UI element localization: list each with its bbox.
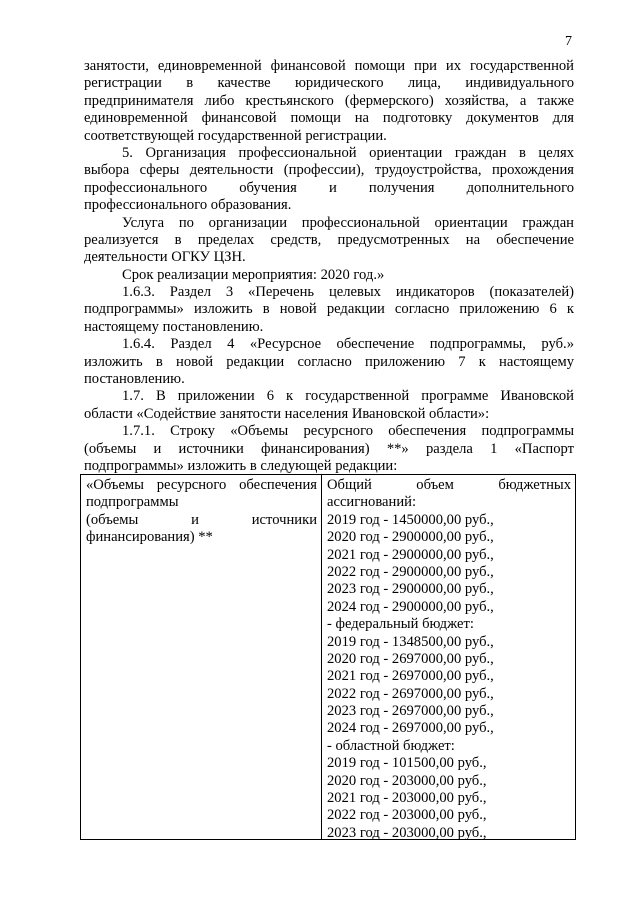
table-value-line: 2020 год - 2900000,00 руб., <box>327 529 494 546</box>
table-value-line: - областной бюджет: <box>327 737 455 754</box>
resource-table <box>80 474 576 840</box>
text-line: профессионального образования. <box>84 197 292 214</box>
table-label-line: финансирования) ** <box>86 529 213 546</box>
text-line: (объемы и источники финансирования) **» раздела 1 «Паспорт <box>84 440 574 457</box>
table-value-line: 2024 год - 2697000,00 руб., <box>327 720 494 737</box>
text-line: подпрограммы» изложить в новой редакции согласно приложению 6 к <box>84 301 574 318</box>
table-label-line: «Объемы ресурсного обеспечения <box>86 477 317 493</box>
text-line: реализуется в пределах средств, предусмотренных на обеспечение <box>84 231 574 248</box>
text-line: регистрации в качестве юридического лица, индивидуального <box>84 75 574 92</box>
table-value-line: 2023 год - 2900000,00 руб., <box>327 581 494 598</box>
text-line: Срок реализации мероприятия: 2020 год.» <box>122 266 385 283</box>
text-line: 5. Организация профессиональной ориентации граждан в целях <box>122 144 574 161</box>
text-line: 1.6.4. Раздел 4 «Ресурсное обеспечение подпрограммы, руб.» <box>122 336 574 353</box>
text-line: 1.7.1. Строку «Объемы ресурсного обеспечения подпрограммы <box>122 423 574 440</box>
table-value-line: 2019 год - 1450000,00 руб., <box>327 511 494 528</box>
text-line: 1.6.3. Раздел 3 «Перечень целевых индикаторов (показателей) <box>122 284 574 301</box>
text-line: профессионального обучения и получения дополнительного <box>84 179 574 196</box>
text-line: соответствующей государственной регистрации. <box>84 127 387 144</box>
text-line: занятости, единовременной финансовой помощи при их государственной <box>84 58 574 74</box>
text-line: предпринимателя либо крестьянского (фермерского) хозяйства, а также <box>84 92 574 109</box>
table-value-line: 2024 год - 2900000,00 руб., <box>327 598 494 615</box>
table-label-line: подпрограммы <box>86 494 179 511</box>
table-value-line: 2020 год - 203000,00 руб., <box>327 772 487 789</box>
text-line: постановлению. <box>84 371 185 388</box>
text-line: настоящему постановлению. <box>84 318 264 335</box>
table-value-line: 2020 год - 2697000,00 руб., <box>327 650 494 667</box>
table-value-line: 2023 год - 2697000,00 руб., <box>327 703 494 720</box>
table-value-line: 2021 год - 2697000,00 руб., <box>327 668 494 685</box>
table-value-line: 2019 год - 101500,00 руб., <box>327 755 487 772</box>
text-line: выбора сферы деятельности (профессии), трудоустройства, прохождения <box>84 162 574 179</box>
page-number: 7 <box>565 34 572 49</box>
text-line: области «Содействие занятости населения Ивановской области»: <box>84 405 490 422</box>
table-value-line: 2022 год - 2697000,00 руб., <box>327 685 494 702</box>
table-value-line: 2021 год - 2900000,00 руб., <box>327 546 494 563</box>
table-value-line: Общий объем бюджетных <box>327 477 571 493</box>
table-label-line: (объемы и источники <box>86 511 317 528</box>
document-body <box>84 58 574 475</box>
table-value-line: 2022 год - 2900000,00 руб., <box>327 563 494 580</box>
text-line: 1.7. В приложении 6 к государственной программе Ивановской <box>122 388 574 405</box>
table-value-line: 2021 год - 203000,00 руб., <box>327 790 487 807</box>
table-value-cell <box>322 475 575 839</box>
table-value-line: ассигнований: <box>327 494 416 511</box>
text-line: изложить в новой редакции согласно приложению 7 к настоящему <box>84 353 574 370</box>
table-value-line: 2022 год - 203000,00 руб., <box>327 807 487 824</box>
text-line: единовременной финансовой помощи на подготовку документов для <box>84 110 574 127</box>
table-value-line: 2023 год - 203000,00 руб., <box>327 824 487 839</box>
table-label-cell <box>81 475 322 839</box>
text-line: Услуга по организации профессиональной ориентации граждан <box>122 214 574 231</box>
text-line: деятельности ОГКУ ЦЗН. <box>84 249 246 266</box>
table-value-line: 2019 год - 1348500,00 руб., <box>327 633 494 650</box>
text-line: подпрограммы» изложить в следующей редакции: <box>84 457 398 474</box>
table-value-line: - федеральный бюджет: <box>327 616 474 633</box>
